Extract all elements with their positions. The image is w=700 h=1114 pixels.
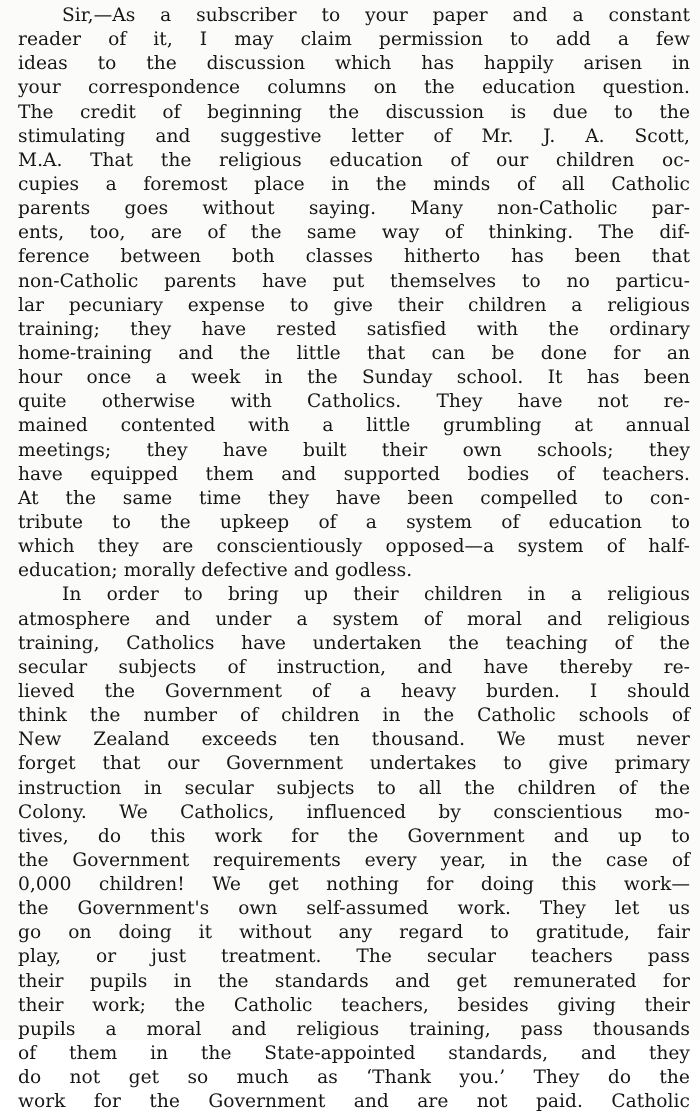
text-line: pupils a moral and religious training, pass thousands xyxy=(18,1018,690,1040)
text-line: instruction in secular subjects to all the children of the xyxy=(18,777,690,799)
text-line: ents, too, are of the same way of thinking. The dif- xyxy=(18,222,690,244)
text-line: meetings; they have built their own schools; they xyxy=(18,439,690,461)
text-line: tribute to the upkeep of a system of education to xyxy=(18,511,690,533)
text-line: forget that our Government undertakes to give primary xyxy=(18,753,690,775)
letter-column xyxy=(18,4,690,1114)
text-line: the Government's own self-assumed work. They let us xyxy=(18,898,690,920)
text-line: quite otherwise with Catholics. They have not re- xyxy=(18,391,690,413)
text-line: Sir,—As a subscriber to your paper and a constant xyxy=(62,5,690,26)
text-line: education; morally defective and godless. xyxy=(18,560,413,582)
text-line: In order to bring up their children in a religious xyxy=(62,584,690,606)
text-line: The credit of beginning the discussion is due to the xyxy=(18,101,690,123)
text-line: their pupils in the standards and get remunerated for xyxy=(18,970,690,992)
text-line: home-training and the little that can be done for an xyxy=(18,342,690,364)
text-line: New Zealand exceeds ten thousand. We must never xyxy=(18,729,690,751)
text-line: At the same time they have been compelled to con- xyxy=(18,487,690,509)
text-line: Colony. We Catholics, influenced by conscientious mo- xyxy=(18,801,690,823)
text-line: atmosphere and under a system of moral and religious xyxy=(18,608,690,630)
text-line: have equipped them and supported bodies of teachers. xyxy=(18,463,690,485)
text-line: parents goes without saying. Many non-Catholic par- xyxy=(18,198,690,220)
text-line: M.A. That the religious education of our children oc- xyxy=(18,149,690,171)
text-line: secular subjects of instruction, and have thereby re- xyxy=(18,656,690,678)
paragraph xyxy=(18,4,690,583)
text-line: reader of it, I may claim permission to add a few xyxy=(18,29,690,51)
text-line: training; they have rested satisfied with the ordinary xyxy=(18,318,690,340)
text-line: play, or just treatment. The secular teachers pass xyxy=(18,946,690,968)
text-line: hour once a week in the Sunday school. It has been xyxy=(18,367,690,389)
text-line: the Government requirements every year, in the case of xyxy=(18,849,690,871)
text-line: ference between both classes hitherto has been that xyxy=(18,246,690,268)
text-line: lieved the Government of a heavy burden. I should xyxy=(18,680,690,702)
text-line: ideas to the discussion which has happily arisen in xyxy=(18,53,690,75)
text-line: go on doing it without any regard to gratitude, fair xyxy=(18,922,690,944)
text-line: of them in the State-appointed standards, and they xyxy=(18,1043,690,1065)
text-line: stimulating and suggestive letter of Mr. J. A. Scott, xyxy=(18,125,690,147)
text-line: do not get so much as ‘Thank you.’ They do the xyxy=(18,1067,690,1089)
paragraph xyxy=(18,583,690,1114)
text-line: their work; the Catholic teachers, besides giving their xyxy=(18,994,690,1016)
text-line: tives, do this work for the Government and up to xyxy=(18,825,690,847)
text-line: think the number of children in the Catholic schools of xyxy=(18,705,690,727)
text-line: 0,000 children! We get nothing for doing this work— xyxy=(18,874,690,896)
text-line: mained contented with a little grumbling at annual xyxy=(18,415,690,437)
text-line: lar pecuniary expense to give their children a religious xyxy=(18,294,690,316)
text-line: training, Catholics have undertaken the teaching of the xyxy=(18,632,690,654)
text-line: non-Catholic parents have put themselves to no particu- xyxy=(18,270,690,292)
text-line: your correspondence columns on the education question. xyxy=(18,77,690,99)
text-line: cupies a foremost place in the minds of all Catholic xyxy=(18,173,690,195)
text-line: work for the Government and are not paid. Catholic xyxy=(18,1091,690,1113)
text-line: which they are conscientiously opposed—a system of half- xyxy=(18,536,690,558)
